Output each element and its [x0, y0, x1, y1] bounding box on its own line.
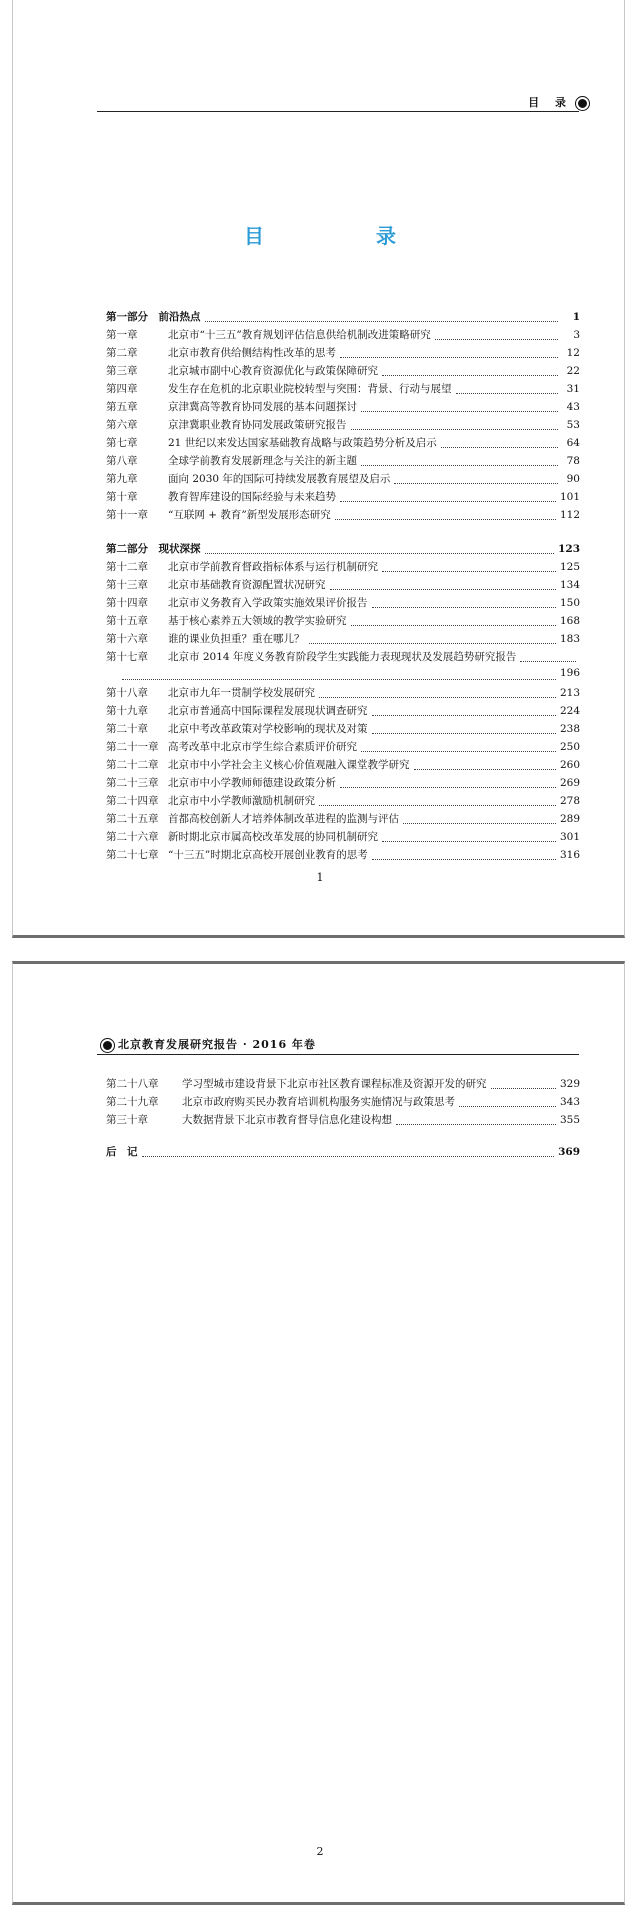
leader-dots: [330, 583, 556, 590]
page-number: 125: [559, 561, 580, 573]
toc-entry[interactable]: [106, 577, 580, 595]
page-number: 278: [559, 795, 580, 807]
toc-entry[interactable]: [106, 721, 580, 739]
header-rule: [97, 1054, 579, 1055]
chapter-title: 高考改革中北京市学生综合素质评价研究: [168, 741, 357, 753]
page-number: 196: [559, 667, 580, 679]
chapter-title: 北京市基础教育资源配置状况研究: [168, 579, 326, 591]
page-number: 78: [566, 455, 580, 467]
chapter-title: 大数据背景下北京市教育督导信息化建设构想: [182, 1114, 392, 1126]
page-number: 31: [566, 383, 580, 395]
chapter-number: 第十四章: [106, 597, 148, 609]
chapter-title: 全球学前教育发展新理念与关注的新主题: [168, 455, 357, 467]
page-number: 53: [566, 419, 580, 431]
toc-entry[interactable]: [106, 649, 580, 667]
chapter-number: 第二十九章: [106, 1096, 159, 1108]
leader-dots: [441, 441, 558, 448]
chapter-title: “十三五”时期北京高校开展创业教育的思考: [168, 849, 368, 861]
chapter-number: 第三十章: [106, 1114, 148, 1126]
page-number: 43: [566, 401, 580, 413]
leader-dots: [361, 745, 556, 752]
part-label: 第二部分 现状深探: [106, 543, 201, 555]
running-head-text: 北京教育发展研究报告 · 2016 年卷: [118, 1038, 316, 1051]
toc-part-heading[interactable]: [106, 541, 580, 559]
chapter-number: 第二章: [106, 347, 138, 359]
page-number: 269: [559, 777, 580, 789]
toc-entry[interactable]: [106, 559, 580, 577]
chapter-number: 第十章: [106, 491, 138, 503]
chapter-number: 第五章: [106, 401, 138, 413]
leader-dots: [414, 763, 556, 770]
toc-entry[interactable]: [106, 775, 580, 793]
toc-entry[interactable]: [106, 1094, 580, 1112]
chapter-title: 教育智库建设的国际经验与未来趋势: [168, 491, 336, 503]
page-number: 183: [559, 633, 580, 645]
page-number: 12: [566, 347, 580, 359]
chapter-number: 第十五章: [106, 615, 148, 627]
toc-entry[interactable]: [106, 435, 580, 453]
page-number: 22: [566, 365, 580, 377]
toc-entry[interactable]: [106, 847, 580, 865]
leader-dots: [382, 565, 556, 572]
page-number: 150: [559, 597, 580, 609]
leader-dots: [142, 1150, 555, 1157]
leader-dots: [382, 369, 558, 376]
leader-dots: [351, 423, 559, 430]
chapter-number: 第三章: [106, 365, 138, 377]
toc-entry[interactable]: [106, 453, 580, 471]
chapter-number: 第二十二章: [106, 759, 159, 771]
chapter-number: 第十二章: [106, 561, 148, 573]
page-number: 329: [559, 1078, 580, 1090]
leader-dots: [122, 673, 556, 680]
page-number: 238: [559, 723, 580, 735]
part-label: 第一部分 前沿热点: [106, 311, 201, 323]
toc-entry[interactable]: [106, 829, 580, 847]
chapter-number: 第十九章: [106, 705, 148, 717]
page-number: 64: [566, 437, 580, 449]
header-rule: [97, 111, 579, 112]
page-number: 289: [559, 813, 580, 825]
page-number: 355: [559, 1114, 580, 1126]
chapter-number: 第九章: [106, 473, 138, 485]
page-number: 301: [559, 831, 580, 843]
chapter-number: 第一章: [106, 329, 138, 341]
chapter-title: 北京市中小学社会主义核心价值观融入课堂教学研究: [168, 759, 410, 771]
chapter-title: 京津冀职业教育协同发展政策研究报告: [168, 419, 347, 431]
chapter-title: 北京市义务教育入学政策实施效果评价报告: [168, 597, 368, 609]
page-title: 目 录: [244, 224, 442, 248]
chapter-title: 谁的课业负担重？重在哪儿？: [168, 633, 305, 645]
page-number: 168: [559, 615, 580, 627]
chapter-number: 第二十七章: [106, 849, 159, 861]
chapter-title: “互联网 + 教育”新型发展形态研究: [168, 509, 331, 521]
chapter-title: 京津冀高等教育协同发展的基本问题探讨: [168, 401, 357, 413]
chapter-number: 第二十六章: [106, 831, 159, 843]
leader-dots: [340, 351, 558, 358]
chapter-title: 首都高校创新人才培养体制改革进程的监测与评估: [168, 813, 399, 825]
leader-dots: [361, 459, 558, 466]
leader-dots: [351, 619, 556, 626]
leader-dots: [340, 495, 556, 502]
chapter-title: 北京城市副中心教育资源优化与政策保障研究: [168, 365, 378, 377]
toc-entry[interactable]: [106, 703, 580, 721]
leader-dots: [340, 781, 556, 788]
chapter-number: 第十三章: [106, 579, 148, 591]
chapter-number: 第二十章: [106, 723, 148, 735]
chapter-title: 北京市政府购买民办教育培训机构服务实施情况与政策思考: [182, 1096, 455, 1108]
toc-entry[interactable]: [106, 685, 580, 703]
toc-part-1: [106, 309, 580, 525]
page-number: 260: [559, 759, 580, 771]
chapter-title: 北京市普通高中国际课程发展现状调查研究: [168, 705, 368, 717]
running-head-left: [97, 1036, 316, 1052]
leader-dots: [403, 817, 556, 824]
chapter-title: 北京市九年一贯制学校发展研究: [168, 687, 315, 699]
toc-entry[interactable]: [106, 739, 580, 757]
toc-entry[interactable]: [106, 793, 580, 811]
leader-dots: [456, 387, 559, 394]
page-number: 369: [558, 1146, 580, 1158]
chapter-title: 北京市 2014 年度义务教育阶段学生实践能力表现现状及发展趋势研究报告: [168, 651, 517, 663]
toc-entry[interactable]: [106, 811, 580, 829]
chapter-number: 第十七章: [106, 651, 148, 663]
running-head-text: 目 录: [528, 96, 572, 109]
page-number: 3: [573, 329, 580, 341]
leader-dots: [372, 727, 556, 734]
page-number: 343: [559, 1096, 580, 1108]
page-number: 224: [559, 705, 580, 717]
chapter-number: 第七章: [106, 437, 138, 449]
toc-entry[interactable]: [106, 345, 580, 363]
chapter-number: 第二十一章: [106, 741, 159, 753]
toc-entry[interactable]: [106, 631, 580, 649]
toc-continued: [106, 1076, 580, 1162]
toc-entry[interactable]: [106, 507, 580, 525]
leader-dots: [491, 1082, 556, 1089]
chapter-number: 第十一章: [106, 509, 148, 521]
leader-dots: [319, 799, 556, 806]
chapter-number: 第十六章: [106, 633, 148, 645]
leader-dots: [372, 601, 556, 608]
chapter-number: 第六章: [106, 419, 138, 431]
toc-entry[interactable]: [106, 1076, 580, 1094]
toc-entry[interactable]: [106, 489, 580, 507]
toc-entry[interactable]: [106, 417, 580, 435]
chapter-number: 第四章: [106, 383, 138, 395]
page-number: 1: [572, 311, 580, 323]
chapter-number: 第十八章: [106, 687, 148, 699]
toc-afterword[interactable]: [106, 1144, 580, 1162]
page-number: 134: [559, 579, 580, 591]
chapter-number: 第二十五章: [106, 813, 159, 825]
page-number: 90: [566, 473, 580, 485]
chapter-title: 新时期北京市属高校改革发展的协同机制研究: [168, 831, 378, 843]
page-number: 250: [559, 741, 580, 753]
leader-dots: [459, 1100, 556, 1107]
toc-entry[interactable]: [106, 757, 580, 775]
toc-entry[interactable]: [106, 613, 580, 631]
leader-dots: [372, 853, 556, 860]
leader-dots: [372, 709, 556, 716]
leader-dots: [205, 315, 559, 322]
chapter-title: 发生存在危机的北京职业院校转型与突围：背景、行动与展望: [168, 383, 452, 395]
chapter-title: 21 世纪以来发达国家基础教育战略与政策趋势分析及启示: [168, 437, 437, 449]
leader-dots: [335, 513, 556, 520]
chapter-title: 学习型城市建设背景下北京市社区教育课程标准及资源开发的研究: [182, 1078, 487, 1090]
leader-dots: [361, 405, 558, 412]
page-number: 123: [558, 543, 580, 555]
leader-dots: [396, 1118, 556, 1125]
page-number: 101: [559, 491, 580, 503]
chapter-number: 第二十四章: [106, 795, 159, 807]
running-head-right: [528, 94, 593, 110]
chapter-number: 第二十八章: [106, 1078, 159, 1090]
chapter-title: 北京市教育供给侧结构性改革的思考: [168, 347, 336, 359]
toc-part-2: [106, 541, 580, 865]
page-folio: 2: [316, 1845, 324, 1858]
leader-dots: [382, 835, 556, 842]
toc-entry[interactable]: [106, 471, 580, 489]
toc-entry[interactable]: [106, 327, 580, 345]
bullet-icon: [576, 97, 589, 110]
page-number: 316: [559, 849, 580, 861]
afterword-label: 后 记: [106, 1146, 138, 1158]
toc-part-heading[interactable]: [106, 309, 580, 327]
chapter-number: 第二十三章: [106, 777, 159, 789]
chapter-title: 北京市“十三五”教育规划评估信息供给机制改进策略研究: [168, 329, 431, 341]
toc-entry[interactable]: [106, 363, 580, 381]
toc-entry[interactable]: [106, 595, 580, 613]
page-number: 112: [559, 509, 580, 521]
chapter-title: 面向 2030 年的国际可持续发展教育展望及启示: [168, 473, 391, 485]
chapter-title: 北京市中小学教师激励机制研究: [168, 795, 315, 807]
page-folio: 1: [316, 871, 324, 884]
chapter-title: 基于核心素养五大领域的教学实验研究: [168, 615, 347, 627]
chapter-title: 北京市学前教育督政指标体系与运行机制研究: [168, 561, 378, 573]
leader-dots: [309, 637, 556, 644]
page-number: 213: [559, 687, 580, 699]
toc-entry[interactable]: [106, 1112, 580, 1130]
leader-dots: [520, 655, 576, 662]
toc-entry[interactable]: [106, 381, 580, 399]
chapter-number: 第八章: [106, 455, 138, 467]
chapter-title: 北京中考改革政策对学校影响的现状及对策: [168, 723, 368, 735]
toc-entry[interactable]: [106, 399, 580, 417]
bullet-icon: [101, 1039, 114, 1052]
toc-entry-continuation[interactable]: [106, 667, 580, 685]
leader-dots: [435, 333, 558, 340]
leader-dots: [205, 547, 555, 554]
leader-dots: [394, 477, 558, 484]
chapter-title: 北京市中小学教师师德建设政策分析: [168, 777, 336, 789]
leader-dots: [319, 691, 556, 698]
